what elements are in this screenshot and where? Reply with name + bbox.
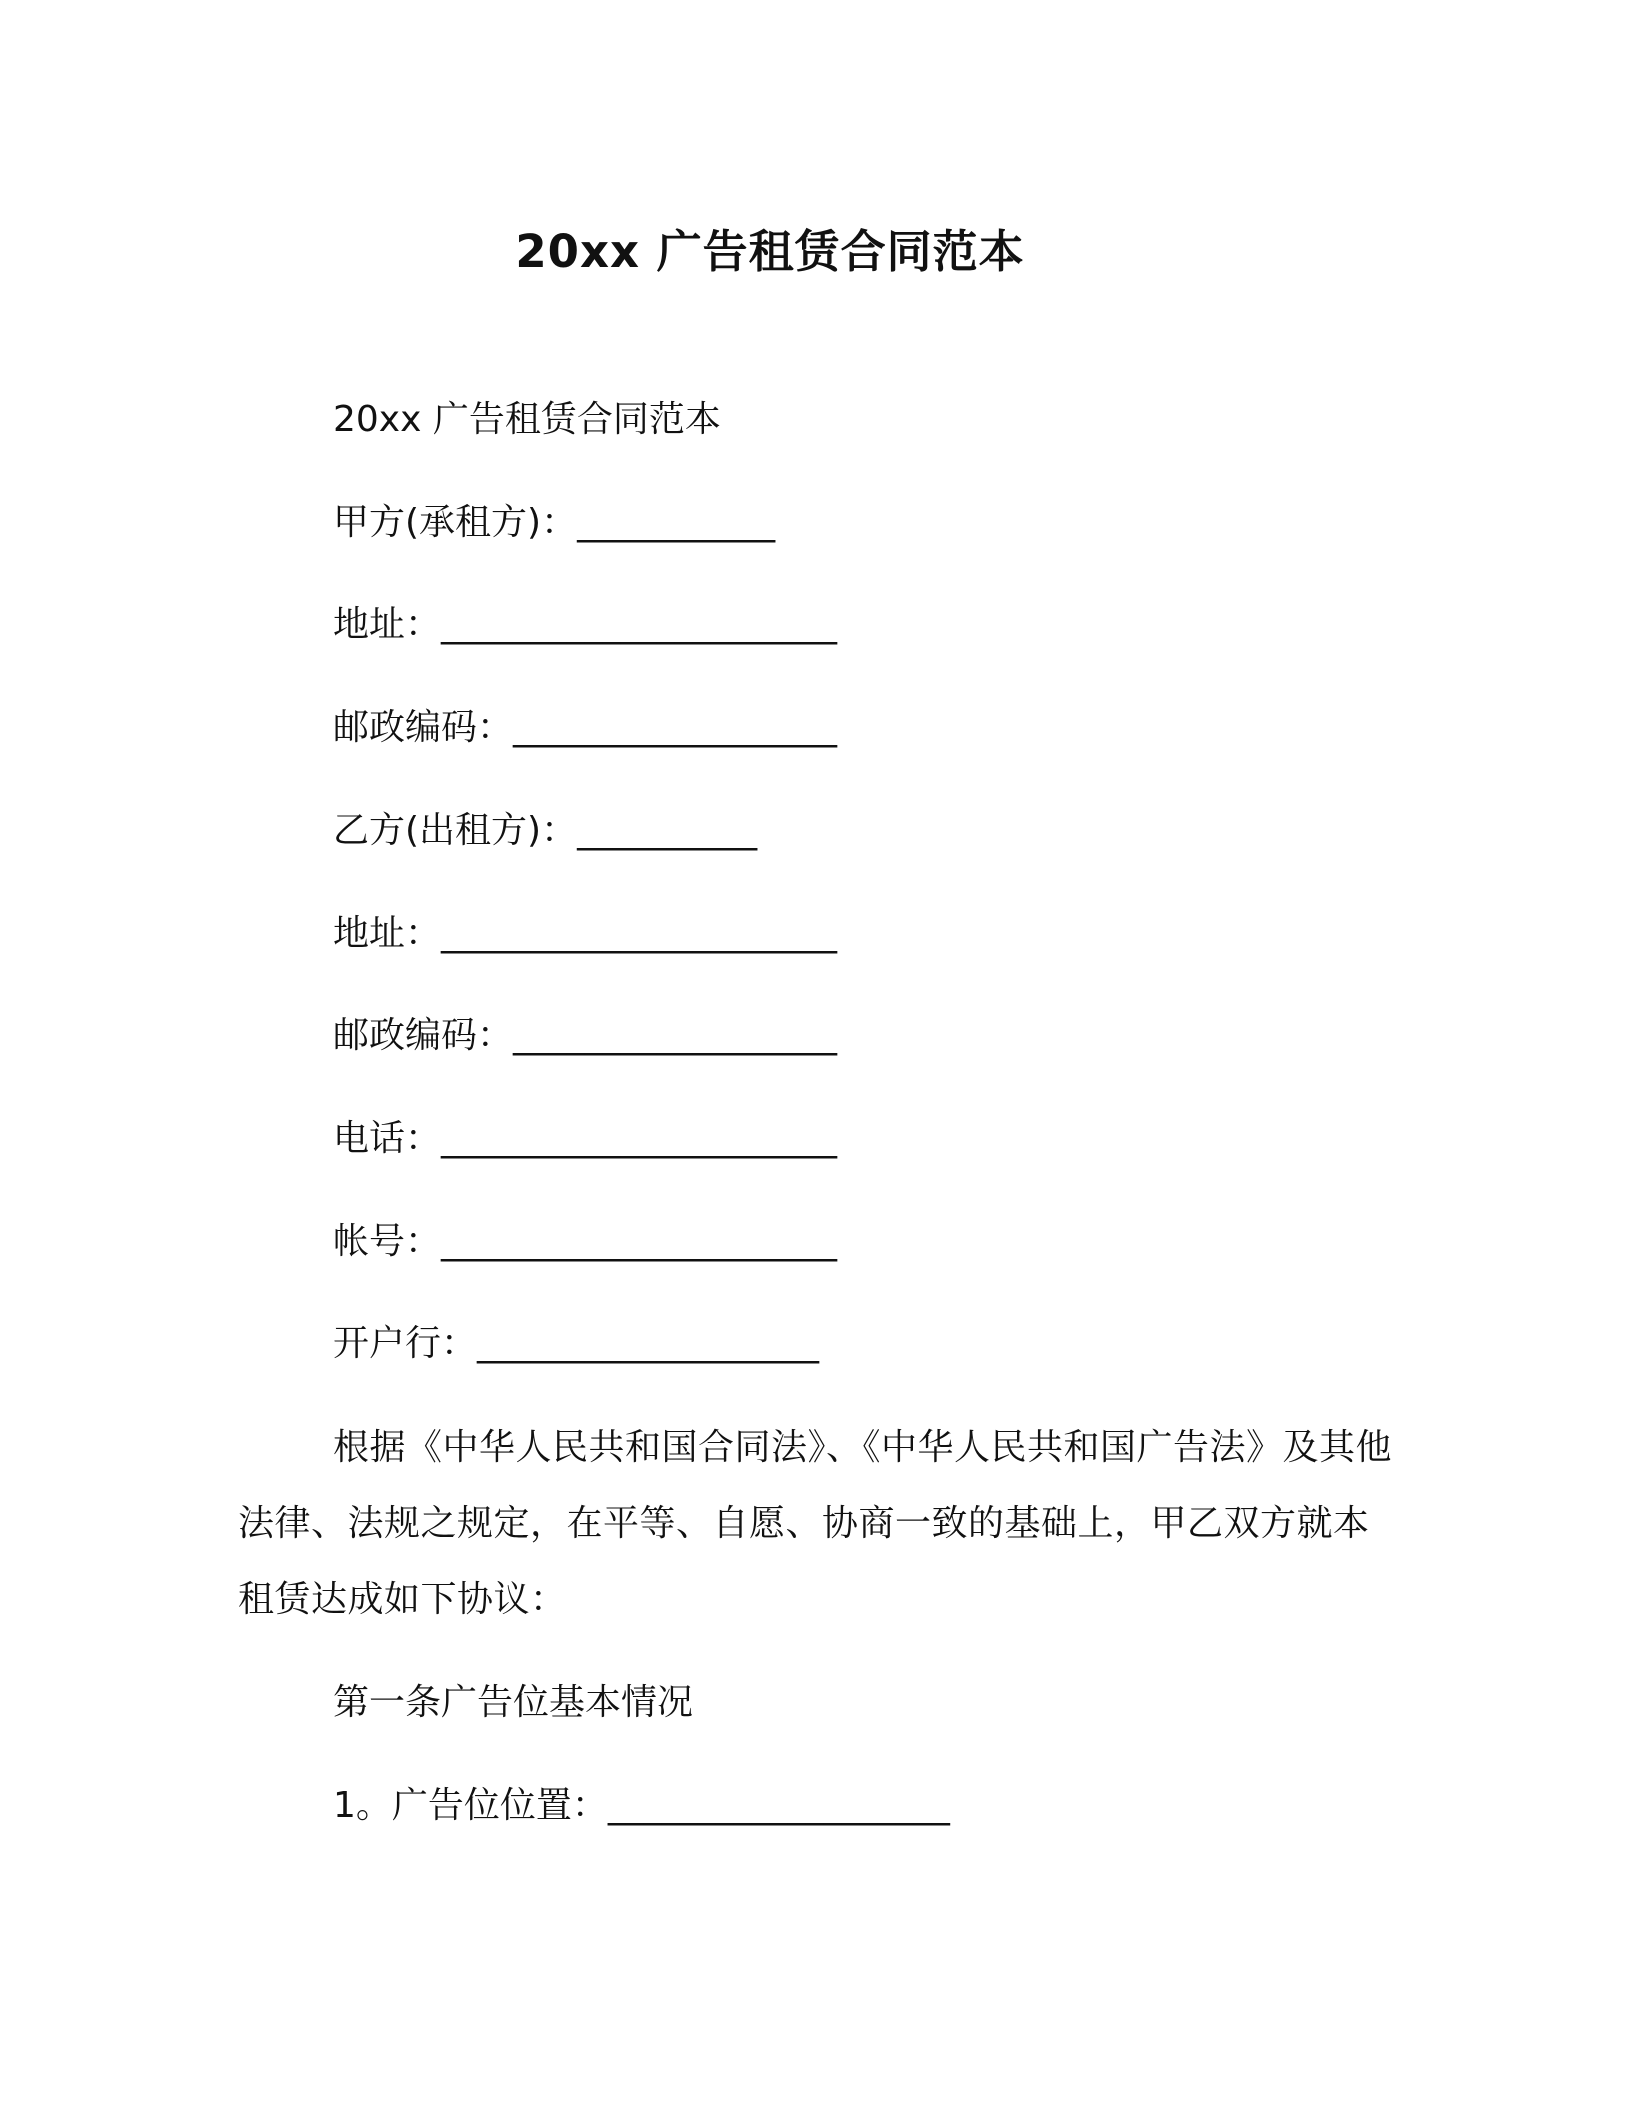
party-a-postal-line: 邮政编码：__________________ [333,707,838,748]
party-b-bank-line: 开户行：___________________ [333,1323,820,1364]
document-title: 20xx 广告租赁合同范本 [515,225,1025,278]
party-b-postal-line: 邮政编码：__________________ [333,1015,838,1056]
party-a-address-line: 地址：______________________ [333,604,838,645]
party-b-phone-line: 电话：______________________ [333,1118,838,1159]
party-b-address-line: 地址：______________________ [333,913,838,954]
article-1-heading: 第一条广告位基本情况 [333,1682,694,1723]
preamble-paragraph: 根据《中华人民共和国合同法》、《中华人民共和国广告法》及其他法律、法规之规定，在平等、自愿、协商一致的基础上，甲乙双方就本租赁达成如下协议： [238,1427,1393,1620]
party-b-name-line: 乙方(出租方)：__________ [333,810,758,851]
party-a-name-line: 甲方(承租方)：___________ [333,502,776,543]
document-subtitle: 20xx 广告租赁合同范本 [333,399,721,440]
article-1-item-1: 1。广告位位置：___________________ [333,1785,950,1826]
party-b-account-line: 帐号：______________________ [333,1221,838,1262]
